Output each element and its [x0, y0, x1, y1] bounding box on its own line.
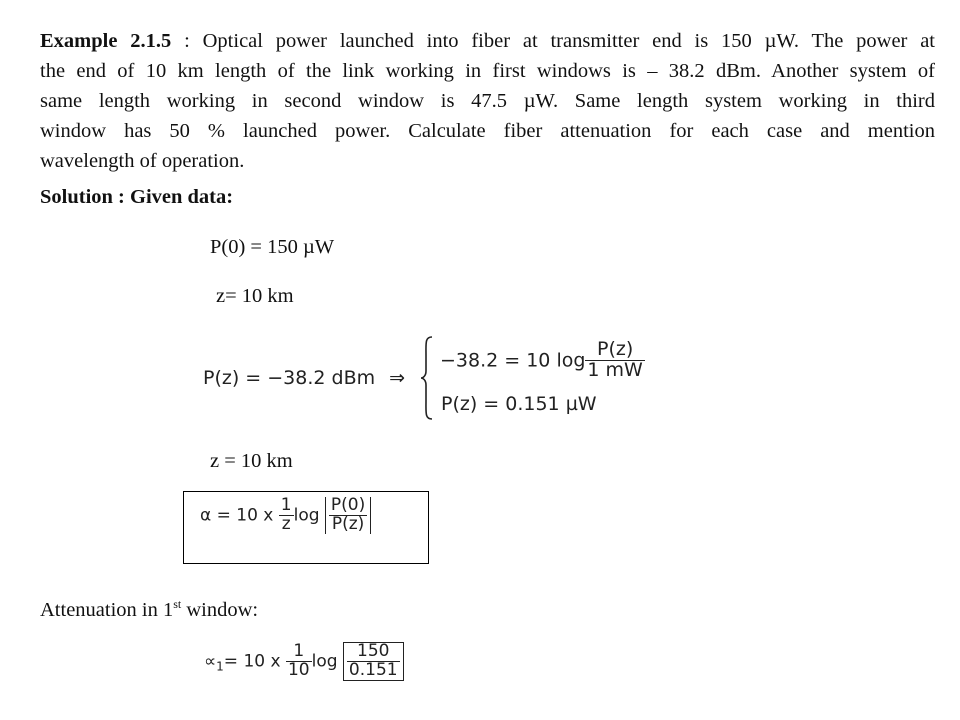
- given-z: z= 10 km: [216, 285, 294, 307]
- formula-fraction: [279, 497, 294, 534]
- formula-frac-num: 1: [280, 495, 292, 515]
- problem-line-3: same length working in second window is 47.5 µW. Same length system working in third: [40, 90, 935, 112]
- formula-lhs: α = 10 x: [200, 505, 274, 526]
- given-z-2: z = 10 km: [210, 450, 293, 472]
- alpha1-fraction: [286, 643, 312, 680]
- formula-abs-num: P(0): [330, 495, 366, 515]
- alpha1-log: log: [311, 651, 338, 672]
- eq1-lhs: −38.2 = 10 log: [440, 349, 586, 372]
- implies-arrow: ⇒: [389, 367, 406, 389]
- alpha1-br-num: 150: [347, 643, 400, 662]
- formula-frac-den: z: [281, 513, 291, 534]
- pz-lhs: P(z) = −38.2 dBm: [203, 367, 376, 389]
- alpha1-frac-den: 10: [287, 659, 310, 680]
- formula-abs-den: P(z): [331, 513, 365, 534]
- attenuation-heading: Attenuation in 1st window:: [40, 597, 259, 621]
- equation-1: [440, 340, 645, 381]
- problem-statement: [40, 26, 935, 176]
- eq1-denominator: 1 mW: [587, 358, 643, 381]
- alpha1-frac-num: 1: [286, 643, 312, 662]
- formula-abs-fraction: [329, 497, 367, 534]
- equation-2: P(z) = 0.151 µW: [441, 393, 597, 415]
- problem-line-1: Example 2.1.5 : Optical power launched into fiber at transmitter end is 150 µW. The power at: [40, 30, 935, 52]
- problem-line-5: wavelength of operation.: [40, 150, 245, 172]
- example-label: Example 2.1.5: [40, 30, 172, 52]
- alpha1-subscript: 1: [216, 659, 224, 674]
- problem-line-4: window has 50 % launched power. Calculate fiber attenuation for each case and mention: [40, 120, 935, 142]
- solution-heading: Solution : Given data:: [40, 186, 234, 208]
- attenuation-formula: [200, 497, 371, 534]
- alpha1-br-den: 0.151: [348, 659, 398, 680]
- problem-line-2: the end of 10 km length of the link working in first windows is – 38.2 dBm. Another system of: [40, 60, 935, 82]
- alpha1-bracket: [343, 642, 404, 681]
- given-p0: P(0) = 150 µW: [210, 236, 335, 258]
- formula-log: log: [293, 505, 320, 526]
- alpha1-equation: [204, 642, 404, 681]
- alpha1-eq: = 10 x: [223, 651, 281, 672]
- alpha1-br-fraction: [347, 643, 400, 680]
- eq1-numerator: P(z): [585, 340, 644, 361]
- eq1-fraction: [585, 340, 644, 381]
- curly-brace: [420, 335, 434, 421]
- alpha1-symbol: ∝: [204, 651, 217, 672]
- formula-abs: [325, 497, 371, 534]
- pz-given: [203, 367, 405, 389]
